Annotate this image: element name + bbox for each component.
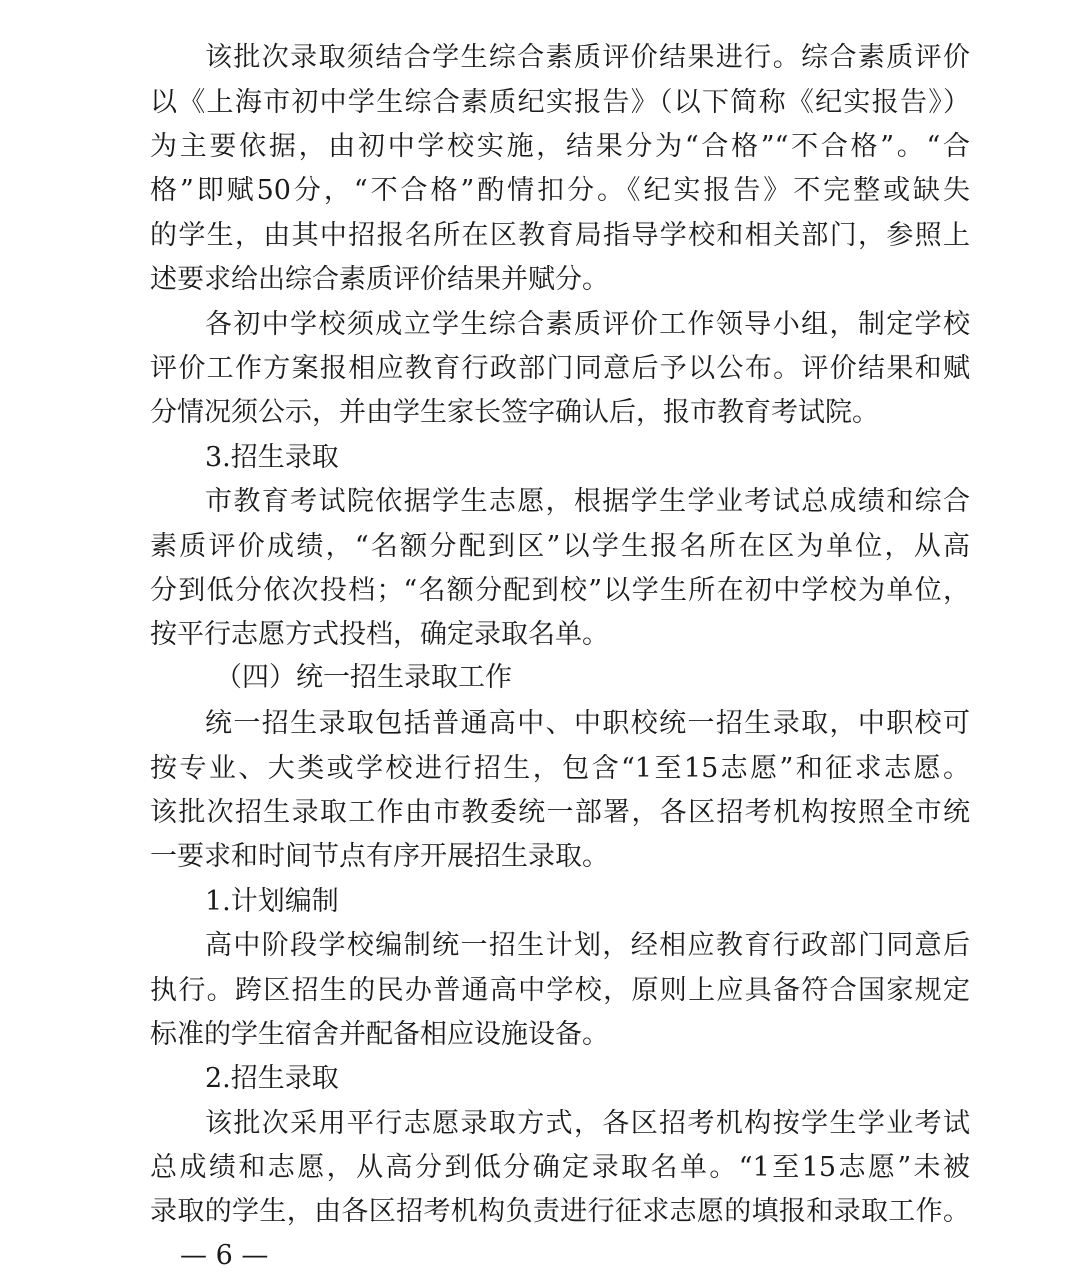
paragraph-line: 市教育考试院依据学生志愿，根据学生学业考试总成绩和综合 (205, 486, 970, 517)
paragraph-line: 录取的学生，由各区招考机构负责进行征求志愿的填报和录取工作。 (150, 1196, 970, 1227)
section-heading: （四）统一招生录取工作 (215, 662, 512, 693)
paragraph-line: 执行。跨区招生的民办普通高中学校，原则上应具备符合国家规定 (150, 975, 970, 1006)
paragraph-line: 分情况须公示，并由学生家长签字确认后，报市教育考试院。 (150, 397, 879, 428)
paragraph-line: 标准的学生宿舍并配备相应设施设备。 (150, 1019, 609, 1050)
paragraph-line: 该批次采用平行志愿录取方式，各区招考机构按学生学业考试 (205, 1108, 970, 1139)
paragraph-line: 该批次招生录取工作由市教委统一部署，各区招考机构按照全市统 (150, 797, 970, 828)
section-heading: 2.招生录取 (205, 1063, 339, 1094)
paragraph-line: 为主要依据，由初中学校实施，结果分为“合格”“不合格”。“合 (150, 131, 970, 162)
paragraph-line: 按专业、大类或学校进行招生，包含“1至15志愿”和征求志愿。 (150, 753, 970, 784)
section-heading: 1.计划编制 (205, 886, 339, 917)
paragraph-line: 分到低分依次投档；“名额分配到校”以学生所在初中学校为单位， (150, 575, 970, 606)
section-heading: 3.招生录取 (205, 442, 339, 473)
paragraph-line: 一要求和时间节点有序开展招生录取。 (150, 841, 609, 872)
paragraph-line: 述要求给出综合素质评价结果并赋分。 (150, 264, 609, 295)
paragraph-line: 按平行志愿方式投档，确定录取名单。 (150, 619, 609, 650)
paragraph-line: 各初中学校须成立学生综合素质评价工作领导小组，制定学校 (205, 309, 970, 340)
paragraph-line: 以《上海市初中学生综合素质纪实报告》（以下简称《纪实报告》） (150, 87, 970, 118)
paragraph-line: 高中阶段学校编制统一招生计划，经相应教育行政部门同意后 (205, 930, 970, 961)
paragraph-line: 该批次录取须结合学生综合素质评价结果进行。综合素质评价 (205, 42, 970, 73)
paragraph-line: 格”即赋50分，“不合格”酌情扣分。《纪实报告》不完整或缺失 (150, 175, 970, 206)
page-number: — 6 — (180, 1240, 269, 1271)
paragraph-line: 总成绩和志愿，从高分到低分确定录取名单。“1至15志愿”未被 (150, 1152, 970, 1183)
paragraph-line: 的学生，由其中招报名所在区教育局指导学校和相关部门，参照上 (150, 220, 970, 251)
paragraph-line: 素质评价成绩，“名额分配到区”以学生报名所在区为单位，从高 (150, 531, 970, 562)
paragraph-line: 评价工作方案报相应教育行政部门同意后予以公布。评价结果和赋 (150, 353, 970, 384)
paragraph-line: 统一招生录取包括普通高中、中职校统一招生录取，中职校可 (205, 708, 970, 739)
